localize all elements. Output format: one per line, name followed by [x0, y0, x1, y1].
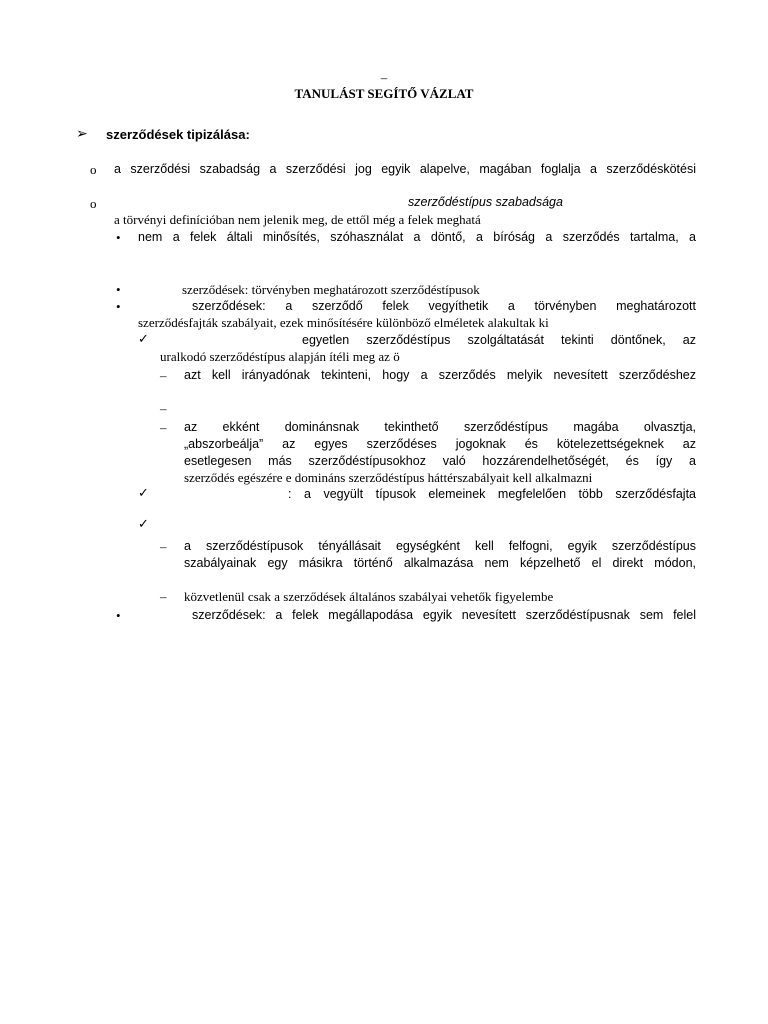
check-icon: ✓	[138, 485, 149, 500]
text-line: közvetlenül csak a szerződések általános szabályai vehetők figyelembe	[184, 589, 554, 604]
text-line: egyetlen szerződéstípus szolgáltatását tekinti döntőnek, az	[302, 333, 696, 347]
italic-term: szerződéstípus szabadsága	[408, 195, 563, 209]
text-line: szerződésfajták szabályait, ezek minősítésére különböző elméletek alakultak ki	[138, 315, 549, 330]
text-line: uralkodó szerződéstípus alapján ítéli meg az ö	[160, 349, 400, 364]
circle-bullet-icon: o	[90, 162, 97, 177]
top-dash: –	[380, 70, 388, 85]
text-line: a törvényi definícióban nem jelenik meg, de ettől még a felek meghatá	[114, 212, 481, 227]
page-title: TANULÁST SEGÍTŐ VÁZLAT	[294, 86, 474, 101]
text-line: szerződések: törvényben meghatározott szerződéstípusok	[182, 282, 480, 297]
text-line: szerződések: a szerződő felek vegyíthetik a törvényben meghatározott	[192, 299, 696, 313]
dot-bullet-icon: •	[116, 230, 121, 245]
dash-bullet-icon: –	[160, 368, 167, 383]
dot-bullet-icon: •	[116, 282, 121, 297]
text-line: azt kell irányadónak tekinteni, hogy a szerződés melyik nevesített szerződéshez	[184, 368, 696, 382]
text-line: az ekként dominánsnak tekinthető szerződéstípus magába olvasztja,	[184, 420, 696, 434]
dot-bullet-icon: •	[116, 608, 121, 623]
text-line: : a vegyült típusok elemeinek megfelelően több szerződésfajta	[288, 487, 696, 501]
text-line: nem a felek általi minősítés, szóhasználat a döntő, a bíróság a szerződés tartalma, a	[138, 230, 696, 244]
text-line: a szerződési szabadság a szerződési jog egyik alapelve, magában foglalja a szerződéskötési	[114, 162, 696, 176]
circle-bullet-icon: o	[90, 196, 97, 211]
dash-bullet-icon: –	[160, 539, 167, 554]
text-line: szerződés egészére e domináns szerződéstípus háttérszabályait kell alkalmazni	[184, 470, 593, 485]
check-icon: ✓	[138, 516, 149, 531]
dash-bullet-icon: –	[160, 589, 167, 604]
dot-bullet-icon: •	[116, 299, 121, 314]
text-line: „abszorbeálja” az egyes szerződéses jogoknak és kötelezettségeknek az	[184, 437, 696, 451]
dash-bullet-icon: –	[160, 420, 167, 435]
text-line: esetlegesen más szerződéstípusokhoz való hozzárendelhetőségét, és így a	[184, 454, 696, 468]
check-icon: ✓	[138, 331, 149, 346]
text-line: szabályainak egy másikra történő alkalmazása nem képzelhető el direkt módon,	[184, 556, 696, 570]
dash-bullet-icon: –	[160, 401, 167, 416]
arrow-bullet-icon: ➢	[76, 127, 88, 142]
text-line: szerződések: a felek megállapodása egyik nevesített szerződéstípusnak sem felel	[192, 608, 696, 622]
section-heading: szerződések tipizálása:	[106, 127, 250, 142]
text-line: a szerződéstípusok tényállásait egységként kell felfogni, egyik szerződéstípus	[184, 539, 696, 553]
